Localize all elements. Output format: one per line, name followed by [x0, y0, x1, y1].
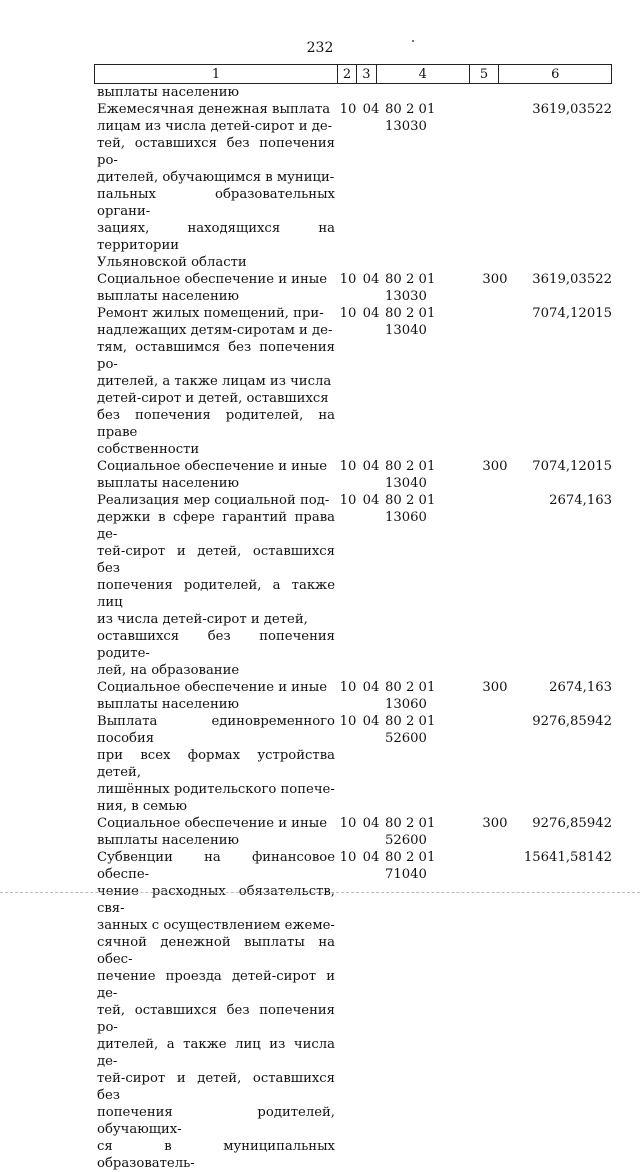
row-sum [509, 84, 612, 101]
page-number: 232 [306, 40, 334, 56]
header-col-3: 3 [357, 65, 377, 83]
row-vr: 300 [482, 816, 508, 831]
scan-edge [0, 892, 640, 894]
row-sum: 3619,03522 [532, 272, 612, 287]
row-name: Реализация мер социальной под- держки в сфере гарантий права де- тей-сирот и детей, оставшихся без попечения родителей, а также лиц из числа детей-сирот и детей, оставшихся без попечения родите- лей, на образование [97, 493, 335, 678]
row-name: Выплата единовременного пособия при всех формах устройства детей, лишённых родительского попече- ния, в семью [97, 714, 335, 814]
row-name: Субвенции на финансовое обеспе- чение расходных обязательств, свя- занных с осуществлением ежеме- сячной денежной выплаты на обес- печение проезда детей-сирот и де- тей, оставшихся без попечения ро- дителей, а также лиц из числа де- тей-сирот и детей, оставшихся без попечения родителей, обучающих- ся в муниципальных образователь- [97, 850, 335, 1171]
row-csr [381, 84, 481, 101]
row-pr: 04 [362, 459, 380, 474]
row-vr: 300 [482, 680, 508, 695]
row-csr: 80 2 01 13060 [385, 680, 436, 712]
row-rz: 10 [339, 816, 357, 831]
row-sum: 9276,85942 [532, 714, 612, 729]
row-csr: 80 2 01 13040 [385, 459, 436, 491]
row-pr: 04 [362, 102, 380, 117]
row-name: Социальное обеспечение и иные выплаты населению [97, 816, 328, 848]
row-csr: 80 2 01 13030 [385, 102, 436, 134]
row-csr: 80 2 01 52600 [385, 714, 436, 746]
row-rz: 10 [339, 459, 357, 474]
row-csr: 80 2 01 52600 [385, 816, 436, 848]
row-name: выплаты населению [97, 85, 240, 100]
row-rz: 10 [339, 102, 357, 117]
header-col-6: 6 [551, 66, 560, 82]
row-sum: 3619,03522 [532, 102, 612, 117]
row-sum: 15641,58142 [523, 850, 612, 865]
row-rz: 10 [339, 680, 357, 695]
table-row [97, 849, 612, 1172]
table-header [94, 64, 612, 84]
table-row [97, 458, 612, 492]
row-name: Социальное обеспечение и иные выплаты населению [97, 272, 328, 304]
row-rz: 10 [339, 714, 357, 729]
table-row [97, 679, 612, 713]
row-pr: 04 [362, 850, 380, 865]
header-col-5: 5 [470, 65, 500, 83]
row-pr: 04 [362, 714, 380, 729]
row-sum: 9276,85942 [532, 816, 612, 831]
row-pr: 04 [362, 272, 380, 287]
header-col-1: 1 [95, 65, 338, 83]
row-rz: 10 [339, 493, 357, 508]
row-sum: 2674,163 [549, 680, 612, 695]
row-sum: 2674,163 [549, 493, 612, 508]
row-vr [481, 305, 509, 458]
row-sum: 7074,12015 [532, 459, 612, 474]
row-rz: 10 [339, 850, 357, 865]
table-row [97, 84, 612, 101]
row-rz: 10 [339, 306, 357, 321]
row-csr: 80 2 01 71040 [385, 850, 436, 882]
header-col-4: 4 [377, 65, 470, 83]
table-body [97, 84, 612, 1172]
row-vr [481, 849, 509, 1172]
row-name: Ремонт жилых помещений, при- надлежащих детям-сиротам и де- тям, оставшимся без попечения ро- дителей, а также лицам из числа детей-сирот и детей, оставшихся без попечения родителей, на праве собственности [97, 306, 335, 457]
row-name: Социальное обеспечение и иные выплаты населению [97, 680, 328, 712]
table-row [97, 713, 612, 815]
header-col-2: 2 [338, 65, 357, 83]
row-csr: 80 2 01 13040 [385, 306, 436, 338]
row-name: Ежемесячная денежная выплата лицам из числа детей-сирот и де- тей, оставшихся без попечения ро- дителей, обучающимся в муници- пальных образовательных органи- зациях, находящихся на территории Ульяновской области [97, 102, 335, 270]
row-name: Социальное обеспечение и иные выплаты населению [97, 459, 328, 491]
row-vr: 300 [482, 272, 508, 287]
row-rz: 10 [339, 272, 357, 287]
row-vr [481, 492, 509, 679]
scan-speck [412, 40, 414, 42]
row-vr: 300 [482, 459, 508, 474]
table-row [97, 492, 612, 679]
row-pr: 04 [362, 493, 380, 508]
row-csr: 80 2 01 13030 [385, 272, 436, 304]
row-pr: 04 [362, 816, 380, 831]
row-csr: 80 2 01 13060 [385, 493, 436, 525]
row-pr: 04 [362, 680, 380, 695]
table-row [97, 101, 612, 271]
row-pr: 04 [362, 306, 380, 321]
row-rz [335, 84, 361, 101]
table-row [97, 271, 612, 305]
table-row [97, 815, 612, 849]
row-vr [481, 713, 509, 815]
row-vr [481, 84, 509, 101]
row-sum: 7074,12015 [532, 306, 612, 321]
table-row [97, 305, 612, 458]
row-pr [361, 84, 381, 101]
row-vr [481, 101, 509, 271]
